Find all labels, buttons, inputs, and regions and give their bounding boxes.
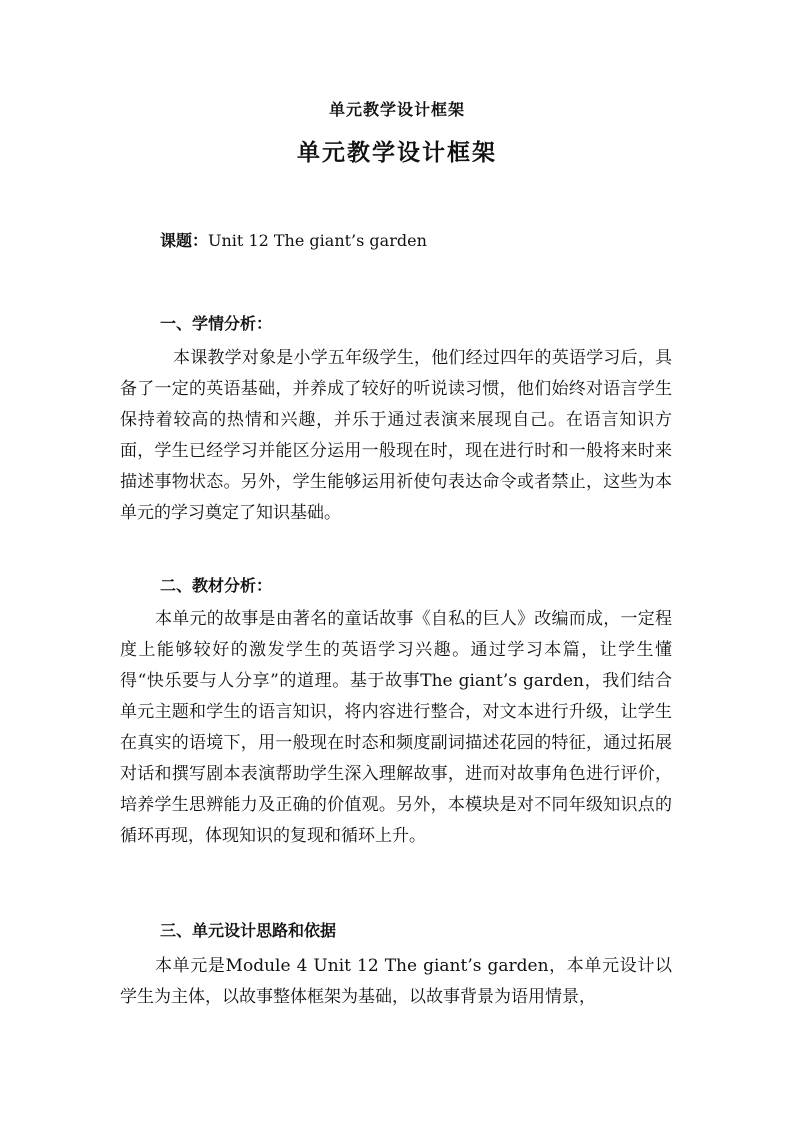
section-heading-learner-analysis: 一、学情分析： [160, 314, 273, 333]
topic-label: 课题： [160, 231, 209, 250]
topic-value: Unit 12 The giant’s garden [208, 231, 427, 250]
section-paragraph-material-analysis: 本单元的故事是由著名的童话故事《自私的巨人》改编而成，一定程度上能够较好的激发学生的英语学习兴趣。通过学习本篇，让学生懂得“快乐要与人分享”的道理。基于故事The giant’s garden，我们结合单元主题和学生的语言知识，将内容进行整合，对文本进行升级，让学生在真实的语境下，用一般现在时态和频度副词描述花园的特征，通过拓展对话和撰写剧本表演帮助学生深入理解故事，进而对故事角色进行评价，培养学生思辨能力及正确的价值观。另外，本模块是对不同年级知识点的循环再现，体现知识的复现和循环上升。 [120, 609, 672, 846]
page-header-title: 单元教学设计框架 [328, 100, 465, 119]
section-paragraph-learner-analysis: 本课教学对象是小学五年级学生，他们经过四年的英语学习后，具备了一定的英语基础，并养成了较好的听说读习惯，他们始终对语言学生保持着较高的热情和兴趣，并乐于通过表演来展现自己。在语言知识方面，学生已经学习并能区分运用一般现在时，现在进行时和一般将来时来描述事物状态。另外，学生能够运用祈使句表达命令或者禁止，这些为本单元的学习奠定了知识基础。 [120, 348, 672, 523]
section-heading-design-rationale: 三、单元设计思路和依据 [160, 921, 337, 940]
topic-line [160, 228, 427, 251]
document-title: 单元教学设计框架 [297, 139, 497, 166]
section-paragraph-design-rationale: 本单元是Module 4 Unit 12 The giant’s garden，本单元设计以学生为主体，以故事整体框架为基础，以故事背景为语用情景， [120, 956, 672, 1007]
section-heading-material-analysis: 二、教材分析： [160, 576, 273, 595]
